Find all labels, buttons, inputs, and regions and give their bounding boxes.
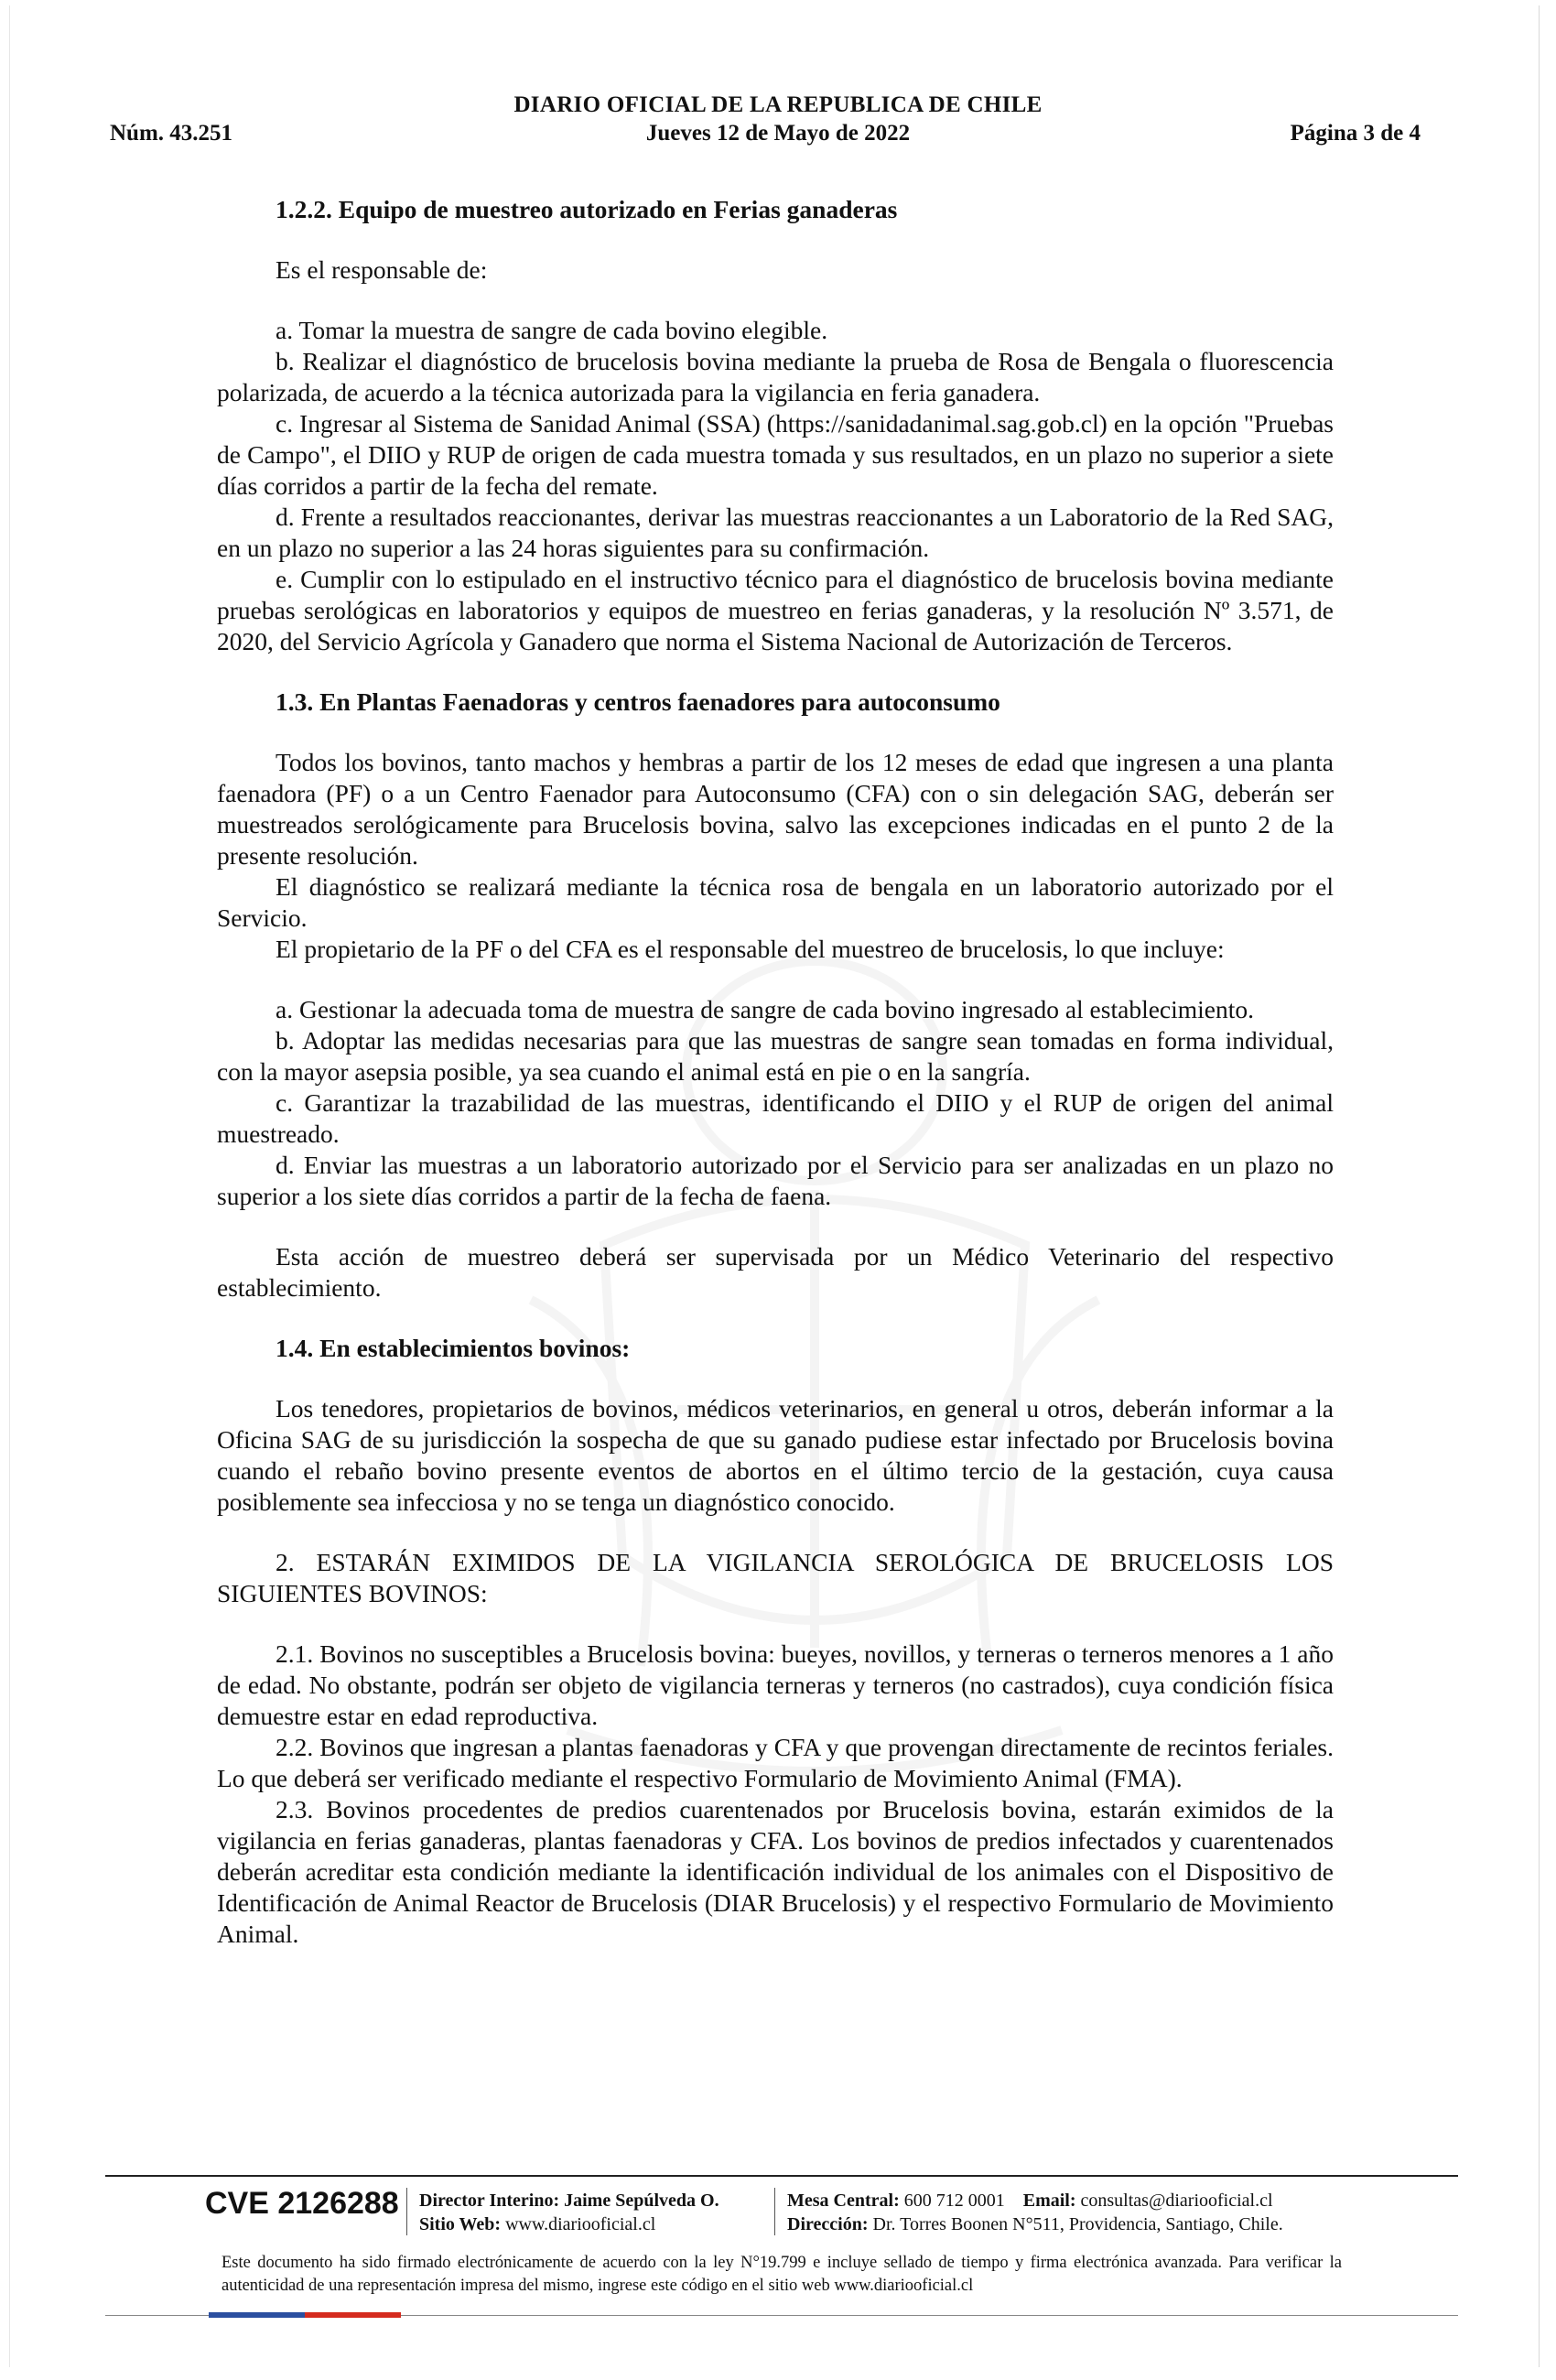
list-item: 2.2. Bovinos que ingresan a plantas faenadoras y CFA y que provengan directamente de recintos feriales. Lo que deberá ser verificado mediante el respectivo Formulario de Movimiento Animal (FMA). xyxy=(217,1733,1334,1792)
phone-label: Mesa Central: xyxy=(787,2191,900,2211)
list-item: 2.3. Bovinos procedentes de predios cuarentenados por Brucelosis bovina, estarán eximidos de la vigilancia en ferias ganaderas, plantas faenadoras y CFA. Los bovinos de predios infectados y cuarentenados deberán acreditar esta condición mediante la identificación individual de los animales con el Dispositivo de Identificación de Animal Reactor de Brucelosis (DIAR Brucelosis) y el respectivo Formulario de Movimiento Animal. xyxy=(217,1795,1334,1948)
flag-red-stripe xyxy=(305,2312,401,2318)
footer-separator xyxy=(774,2188,775,2235)
paragraph: El diagnóstico se realizará mediante la técnica rosa de bengala en un laboratorio autorizado por el Servicio. xyxy=(217,872,1334,932)
list-item: e. Cumplir con lo estipulado en el instructivo técnico para el diagnóstico de brucelosis bovina mediante pruebas serológicas en laboratorios y equipos de muestreo en ferias ganaderas, y la resolución Nº 3.571, de 2020, del Servicio Agrícola y Ganadero que norma el Sistema Nacional de Autorización de Terceros. xyxy=(217,565,1334,655)
director-name: Jaime Sepúlveda O. xyxy=(564,2191,719,2211)
email-label: Email: xyxy=(1022,2191,1076,2211)
footer-divider xyxy=(105,2175,1458,2177)
email-link[interactable]: consultas@diariooficial.cl xyxy=(1080,2191,1273,2211)
footer-director-block xyxy=(419,2189,719,2236)
paragraph: El propietario de la PF o del CFA es el responsable del muestreo de brucelosis, lo que incluye: xyxy=(276,935,1225,963)
paragraph: Los tenedores, propietarios de bovinos, médicos veterinarios, en general u otros, deberán informar a la Oficina SAG de su jurisdicción la sospecha de que su ganado pudiese estar infectado por Brucelosis bovina cuando el rebaño bovino presente eventos de abortos en el último tercio de la gestación, cuya causa posiblemente sea infecciosa y no se tenga un diagnóstico conocido. xyxy=(217,1394,1334,1516)
legal-notice: Este documento ha sido firmado electrónicamente de acuerdo con la ley N°19.799 e incluye sellado de tiempo y firma electrónica avanzada. Para verificar la autenticidad de una representación impresa del mismo, ingrese este código en el sitio web www.diariooficial.cl xyxy=(222,2254,1342,2295)
phone-value: 600 712 0001 xyxy=(903,2191,1005,2211)
website-link[interactable]: www.diariooficial.cl xyxy=(505,2214,656,2234)
page-number: Página 3 de 4 xyxy=(1290,121,1421,146)
cve-code: CVE 2126288 xyxy=(205,2186,399,2221)
chile-flag-stripe xyxy=(209,2312,401,2318)
paragraph: Es el responsable de: xyxy=(276,255,488,284)
newspaper-title: DIARIO OFICIAL DE LA REPUBLICA DE CHILE xyxy=(513,92,1043,117)
director-label: Director Interino: xyxy=(419,2191,560,2211)
issue-number: Núm. 43.251 xyxy=(110,121,233,146)
section-heading: 1.3. En Plantas Faenadoras y centros faenadores para autoconsumo xyxy=(276,687,1000,716)
list-item: a. Tomar la muestra de sangre de cada bovino elegible. xyxy=(276,316,828,344)
address-value: Dr. Torres Boonen N°511, Providencia, Santiago, Chile. xyxy=(872,2214,1283,2234)
section-heading: 2. ESTARÁN EXIMIDOS DE LA VIGILANCIA SEROLÓGICA DE BRUCELOSIS LOS SIGUIENTES BOVINOS: xyxy=(217,1548,1334,1607)
section-heading: 1.2.2. Equipo de muestreo autorizado en Ferias ganaderas xyxy=(276,195,898,223)
list-item: c. Garantizar la trazabilidad de las muestras, identificando el DIIO y el RUP de origen del animal muestreado. xyxy=(217,1088,1334,1148)
paragraph: Esta acción de muestreo deberá ser supervisada por un Médico Veterinario del respectivo establecimiento. xyxy=(217,1242,1334,1302)
address-label: Dirección: xyxy=(787,2214,869,2234)
list-item: d. Enviar las muestras a un laboratorio autorizado por el Servicio para ser analizadas en un plazo no superior a los siete días corridos a partir de la fecha de faena. xyxy=(217,1151,1334,1210)
issue-date: Jueves 12 de Mayo de 2022 xyxy=(645,121,911,146)
list-item: 2.1. Bovinos no susceptibles a Brucelosis bovina: bueyes, novillos, y terneras o terneros menores a 1 año de edad. No obstante, podrán ser objeto de vigilancia terneras y terneros (no castrados), cuya condición física demuestre estar en edad reproductiva. xyxy=(217,1639,1334,1730)
list-item: b. Realizar el diagnóstico de brucelosis bovina mediante la prueba de Rosa de Bengala o fluorescencia polarizada, de acuerdo a la técnica autorizada para la vigilancia en feria ganadera. xyxy=(217,347,1334,406)
paragraph: Todos los bovinos, tanto machos y hembras a partir de los 12 meses de edad que ingresen a una planta faenadora (PF) o a un Centro Faenador para Autoconsumo (CFA) con o sin delegación SAG, deberán ser muestreados serológicamente para Brucelosis bovina, salvo las excepciones indicadas en el punto 2 de la presente resolución. xyxy=(217,748,1334,870)
list-item: c. Ingresar al Sistema de Sanidad Animal (SSA) (https://sanidadanimal.sag.gob.cl) en la opción "Pruebas de Campo", el DIIO y RUP de origen de cada muestra tomada y sus resultados, en un plazo no superior a siete días corridos a partir de la fecha del remate. xyxy=(217,409,1334,500)
footer-separator xyxy=(406,2188,407,2235)
section-heading: 1.4. En establecimientos bovinos: xyxy=(276,1334,631,1362)
website-label: Sitio Web: xyxy=(419,2214,502,2234)
list-item: b. Adoptar las medidas necesarias para que las muestras de sangre sean tomadas en forma individual, con la mayor asepsia posible, ya sea cuando el animal está en pie o en la sangría. xyxy=(217,1026,1334,1086)
flag-blue-stripe xyxy=(209,2312,305,2318)
footer-contact-block xyxy=(787,2189,1283,2236)
document-body xyxy=(217,194,1334,1950)
list-item: d. Frente a resultados reaccionantes, derivar las muestras reaccionantes a un Laboratorio de la Red SAG, en un plazo no superior a las 24 horas siguientes para su confirmación. xyxy=(217,503,1334,562)
list-item: a. Gestionar la adecuada toma de muestra de sangre de cada bovino ingresado al establecimiento. xyxy=(276,995,1255,1023)
